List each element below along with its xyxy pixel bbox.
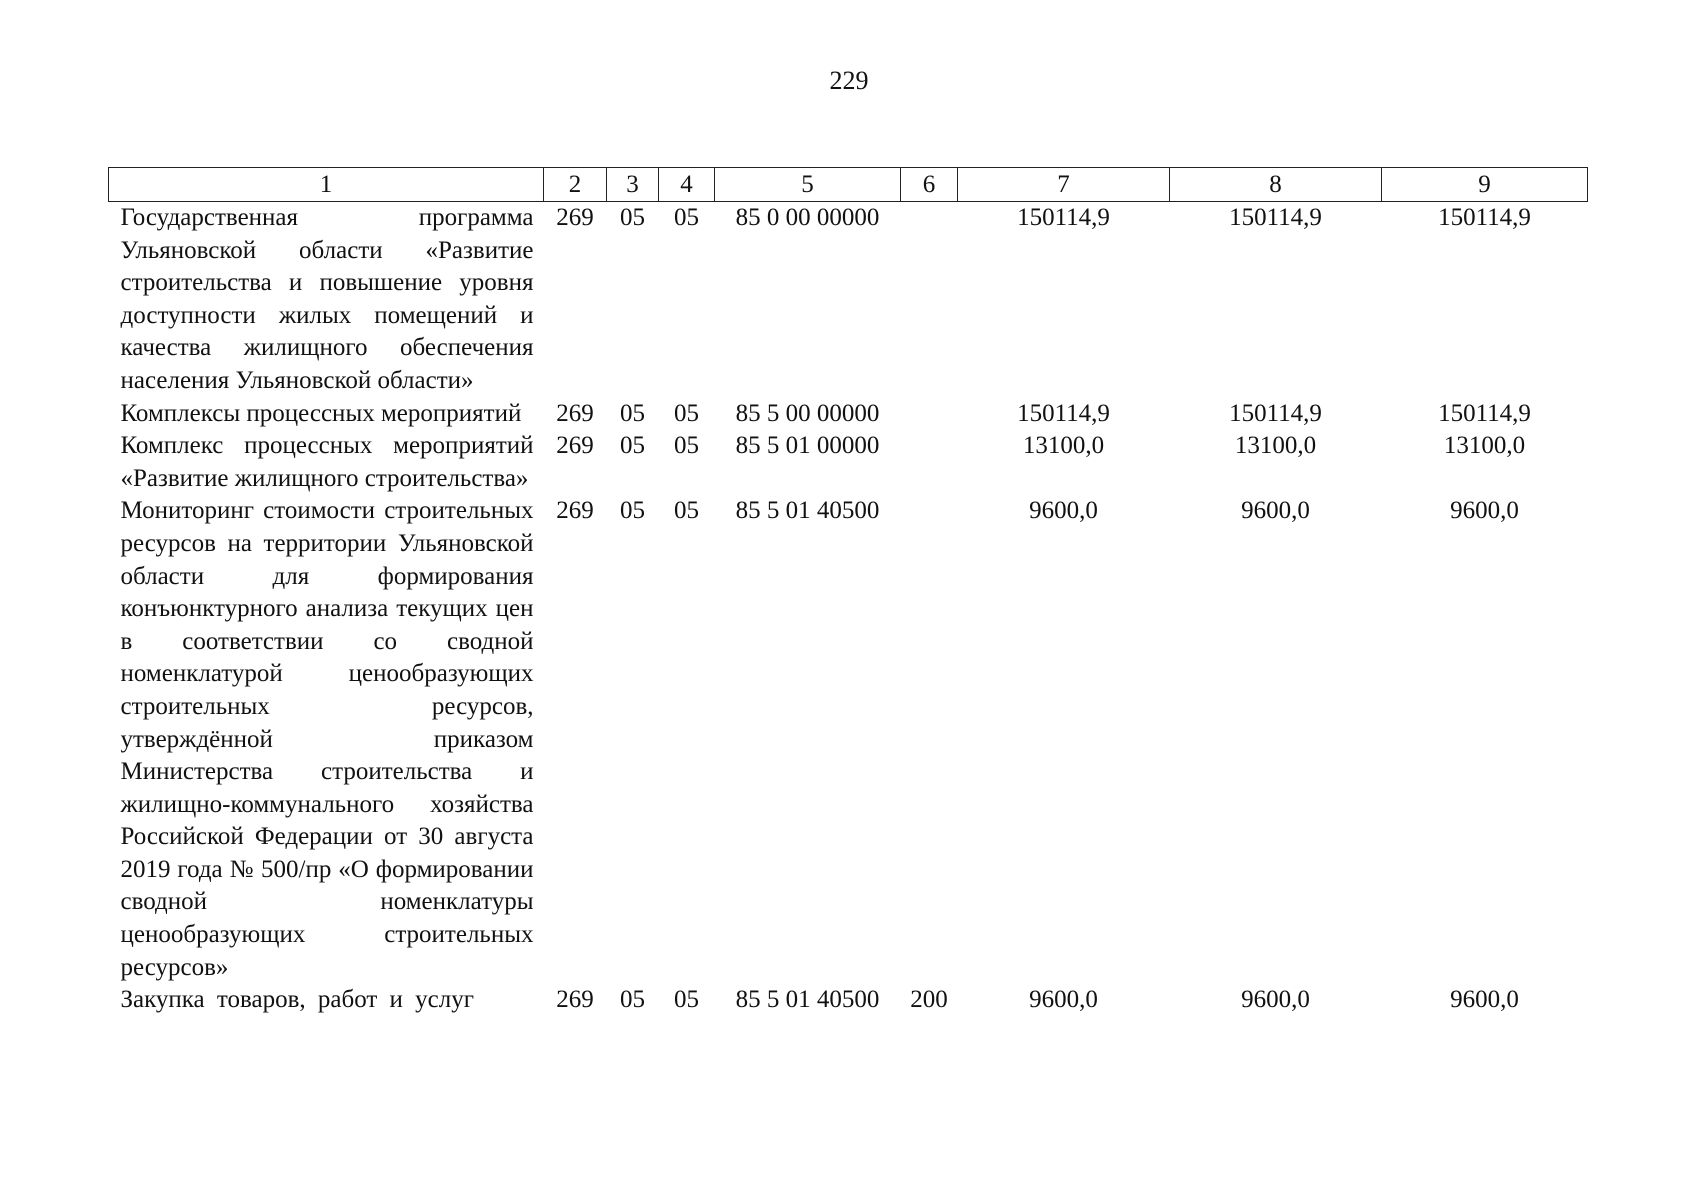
row-name: Государственная программа Ульяновской области «Развитие строительства и повышение уровня доступности жилых помещений и качества жилищного обеспечения населения Ульяновской области» (120, 204, 534, 394)
row-name: Комплекс процессных мероприятий «Развитие жилищного строительства» (120, 432, 534, 492)
header-col-6: 6 (901, 168, 958, 202)
table-row (109, 430, 1588, 495)
row-name: Мониторинг стоимости строительных ресурсов на территории Ульяновской области для формирования конъюнктурного анализа текущих цен в соответствии со сводной номенклатурой ценообразующих строительных ресурсов, утверждённой приказом Министерства строительства и жилищно-коммунального хозяйства Российской Федерации от 30 августа 2019 года № 500/пр «О формировании сводной номенклатуры ценообразующих строительных ресурсов» (120, 497, 534, 981)
row-section-code: 05 (620, 986, 645, 1014)
row-subsection-code: 05 (674, 986, 699, 1014)
row-amount-col-8: 13100,0 (1234, 432, 1317, 460)
row-amount-col-9: 9600,0 (1450, 986, 1519, 1014)
table-row (109, 984, 1588, 1017)
table-header-row (109, 168, 1588, 202)
header-col-1: 1 (109, 168, 544, 202)
table-row (109, 202, 1588, 398)
row-amount-col-7: 9600,0 (1029, 497, 1098, 525)
header-col-2: 2 (544, 168, 607, 202)
header-col-7: 7 (958, 168, 1170, 202)
row-expense-type (901, 495, 958, 984)
row-expense-type: 200 (910, 986, 948, 1014)
row-target-code: 85 5 01 00000 (735, 432, 880, 460)
row-target-code: 85 5 01 40500 (735, 497, 880, 525)
row-amount-col-8: 150114,9 (1229, 204, 1322, 231)
row-amount-col-7: 9600,0 (1029, 986, 1098, 1014)
row-expense-type (901, 202, 958, 398)
header-col-5: 5 (715, 168, 901, 202)
page-number: 229 (829, 66, 869, 95)
row-admin-code: 269 (556, 204, 594, 231)
row-admin-code: 269 (556, 497, 594, 525)
row-expense-type (901, 430, 958, 495)
row-admin-code: 269 (556, 399, 594, 427)
header-col-3: 3 (607, 168, 659, 202)
header-col-4: 4 (659, 168, 715, 202)
row-amount-col-9: 13100,0 (1443, 432, 1526, 460)
row-expense-type (901, 398, 958, 431)
row-amount-col-9: 150114,9 (1438, 399, 1531, 427)
row-section-code: 05 (620, 399, 645, 427)
table-row (109, 495, 1588, 984)
budget-table (108, 167, 1588, 1017)
row-amount-col-7: 13100,0 (1022, 432, 1105, 460)
header-col-9: 9 (1382, 168, 1588, 202)
row-subsection-code: 05 (674, 399, 699, 427)
row-subsection-code: 05 (674, 432, 699, 460)
table-body (109, 202, 1588, 1017)
row-section-code: 05 (620, 497, 645, 525)
row-target-code: 85 5 01 40500 (735, 986, 880, 1014)
row-name: Комплексы процессных мероприятий (120, 399, 522, 427)
row-amount-col-8: 9600,0 (1241, 986, 1310, 1014)
table-row (109, 398, 1588, 431)
row-subsection-code: 05 (674, 497, 699, 525)
row-amount-col-7: 150114,9 (1017, 204, 1110, 231)
row-target-code: 85 5 00 00000 (735, 399, 880, 427)
row-subsection-code: 05 (674, 204, 699, 231)
row-section-code: 05 (620, 432, 645, 460)
table-header (109, 168, 1588, 202)
row-amount-col-7: 150114,9 (1017, 399, 1110, 427)
row-section-code: 05 (620, 204, 645, 231)
row-amount-col-9: 150114,9 (1438, 204, 1531, 231)
row-amount-col-8: 150114,9 (1229, 399, 1322, 427)
row-admin-code: 269 (556, 432, 594, 460)
row-amount-col-9: 9600,0 (1450, 497, 1519, 525)
header-col-8: 8 (1170, 168, 1382, 202)
row-amount-col-8: 9600,0 (1241, 497, 1310, 525)
row-name: Закупка товаров, работ и услуг (120, 986, 474, 1014)
row-target-code: 85 0 00 00000 (735, 204, 880, 231)
row-admin-code: 269 (556, 986, 594, 1014)
